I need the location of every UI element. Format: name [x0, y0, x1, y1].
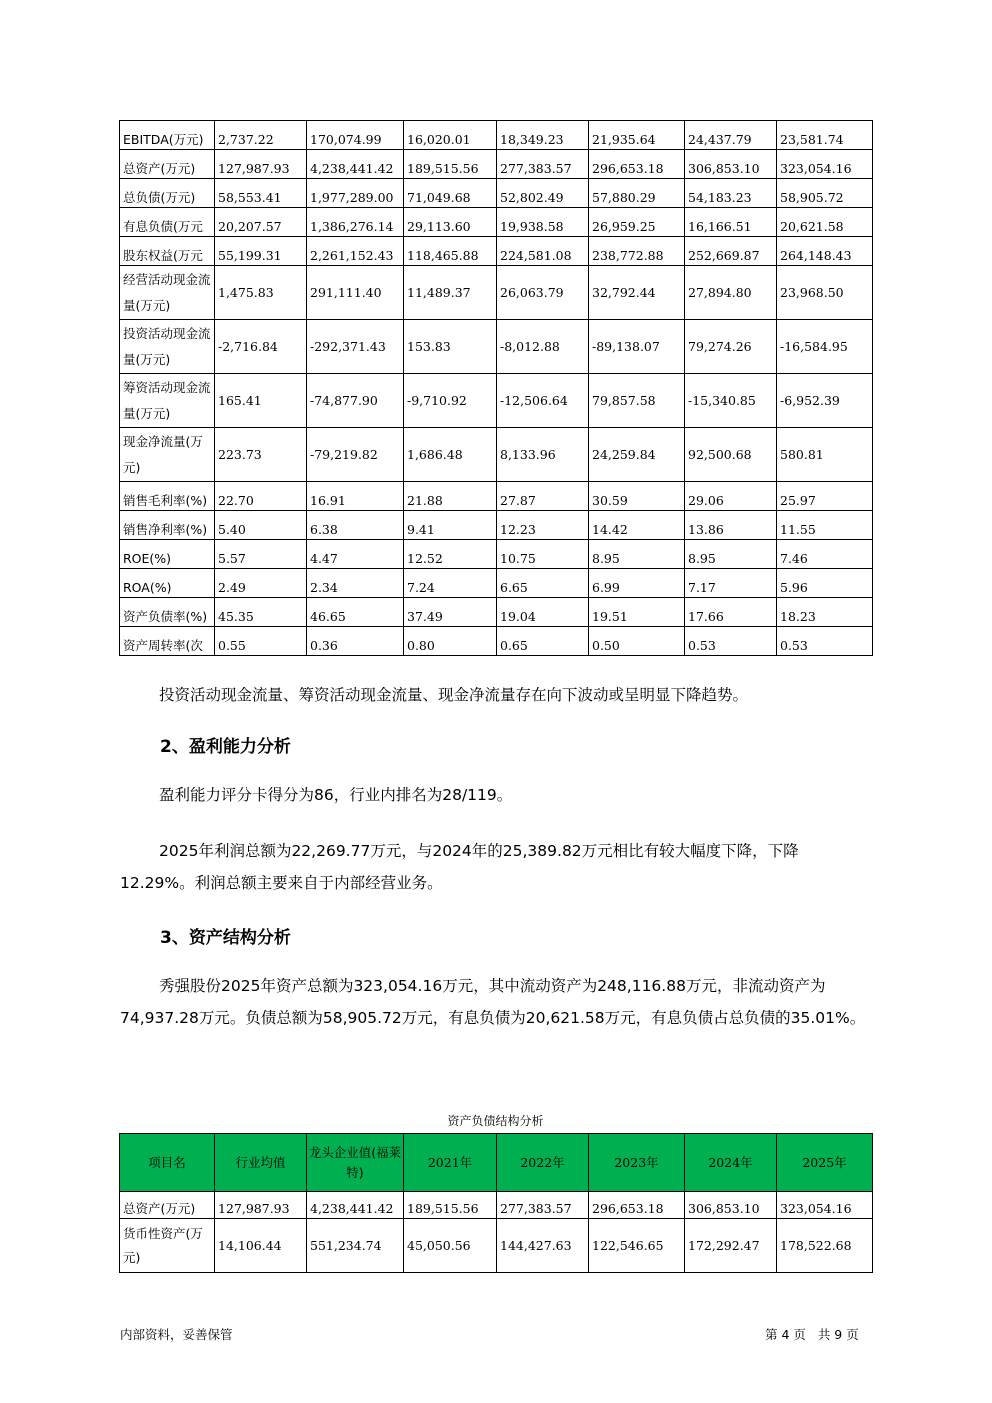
table-cell: 127,987.93: [215, 1192, 307, 1219]
table-cell: 21,935.64: [589, 121, 685, 150]
table-cell: 0.55: [215, 627, 307, 656]
table-cell: 29.06: [685, 482, 777, 511]
balance-sheet-structure-table: [119, 1133, 873, 1273]
table-cell: 20,621.58: [777, 208, 873, 237]
column-header: 项目名: [120, 1134, 215, 1192]
table-row: [120, 569, 873, 598]
table-cell: 4,238,441.42: [307, 150, 404, 179]
table-cell: 6.65: [497, 569, 589, 598]
table-cell: 296,653.18: [589, 1192, 685, 1219]
table-row: [120, 598, 873, 627]
row-label: 总负债(万元): [120, 179, 215, 208]
footer-confidential-note: 内部资料，妥善保管: [120, 1327, 233, 1342]
table-header-row: [120, 1134, 873, 1192]
table-cell: 9.41: [404, 511, 497, 540]
table-cell: 19,938.58: [497, 208, 589, 237]
table-cell: 17.66: [685, 598, 777, 627]
table-cell: -292,371.43: [307, 320, 404, 374]
column-header: 2024年: [685, 1134, 777, 1192]
table-cell: 323,054.16: [777, 1192, 873, 1219]
table-cell: -89,138.07: [589, 320, 685, 374]
table-cell: 1,686.48: [404, 428, 497, 482]
table-row: [120, 540, 873, 569]
column-header: 龙头企业值(福莱特): [307, 1134, 404, 1192]
table-cell: 45.35: [215, 598, 307, 627]
row-label: 货币性资产(万元): [120, 1219, 215, 1273]
row-label: 投资活动现金流量(万元): [120, 320, 215, 374]
table-cell: 27,894.80: [685, 266, 777, 320]
table-cell: 0.65: [497, 627, 589, 656]
asset-structure-heading: 3、资产结构分析: [160, 928, 291, 948]
row-label: ROA(%): [120, 569, 215, 598]
table-cell: 5.96: [777, 569, 873, 598]
table-cell: 16,166.51: [685, 208, 777, 237]
table-cell: 264,148.43: [777, 237, 873, 266]
table-cell: 2,261,152.43: [307, 237, 404, 266]
cashflow-trend-paragraph: 投资活动现金流量、筹资活动现金流量、现金净流量存在向下波动或呈明显下降趋势。: [159, 686, 749, 704]
table-cell: 122,546.65: [589, 1219, 685, 1273]
table-cell: 0.53: [685, 627, 777, 656]
table-cell: 6.99: [589, 569, 685, 598]
table-cell: 0.53: [777, 627, 873, 656]
table-row: [120, 121, 873, 150]
table-row: [120, 482, 873, 511]
table-cell: 57,880.29: [589, 179, 685, 208]
table-cell: 27.87: [497, 482, 589, 511]
table-cell: 26,063.79: [497, 266, 589, 320]
table-cell: 21.88: [404, 482, 497, 511]
row-label: 销售毛利率(%): [120, 482, 215, 511]
table-cell: 0.50: [589, 627, 685, 656]
table-cell: 4.47: [307, 540, 404, 569]
row-label: 现金净流量(万元): [120, 428, 215, 482]
table-row: [120, 208, 873, 237]
table-cell: 551,234.74: [307, 1219, 404, 1273]
table-cell: -6,952.39: [777, 374, 873, 428]
table-cell: 23,581.74: [777, 121, 873, 150]
table-row: [120, 320, 873, 374]
table-row: [120, 374, 873, 428]
table-cell: 23,968.50: [777, 266, 873, 320]
table-cell: 11,489.37: [404, 266, 497, 320]
table-cell: 223.73: [215, 428, 307, 482]
table-cell: 0.36: [307, 627, 404, 656]
table-cell: 54,183.23: [685, 179, 777, 208]
table-cell: 24,259.84: [589, 428, 685, 482]
table-cell: 277,383.57: [497, 150, 589, 179]
column-header: 2021年: [404, 1134, 497, 1192]
table-cell: 238,772.88: [589, 237, 685, 266]
table-cell: 144,427.63: [497, 1219, 589, 1273]
table-cell: 189,515.56: [404, 1192, 497, 1219]
table-row: [120, 1192, 873, 1219]
table-cell: 14,106.44: [215, 1219, 307, 1273]
column-header: 2022年: [497, 1134, 589, 1192]
table-cell: -12,506.64: [497, 374, 589, 428]
table-cell: 92,500.68: [685, 428, 777, 482]
table-cell: 58,553.41: [215, 179, 307, 208]
table-cell: 79,857.58: [589, 374, 685, 428]
table-cell: 306,853.10: [685, 1192, 777, 1219]
table-cell: 11.55: [777, 511, 873, 540]
table-caption: 资产负债结构分析: [447, 1114, 544, 1128]
table-cell: 127,987.93: [215, 150, 307, 179]
table-cell: 1,977,289.00: [307, 179, 404, 208]
table-cell: 7.24: [404, 569, 497, 598]
table-cell: 10.75: [497, 540, 589, 569]
table-cell: 24,437.79: [685, 121, 777, 150]
table-cell: 6.38: [307, 511, 404, 540]
column-header: 2023年: [589, 1134, 685, 1192]
column-header: 行业均值: [215, 1134, 307, 1192]
table-cell: -74,877.90: [307, 374, 404, 428]
table-cell: 37.49: [404, 598, 497, 627]
table-cell: 19.51: [589, 598, 685, 627]
table-cell: 29,113.60: [404, 208, 497, 237]
table-cell: 8,133.96: [497, 428, 589, 482]
table-cell: -15,340.85: [685, 374, 777, 428]
row-label: 资产负债率(%): [120, 598, 215, 627]
table-cell: 2.34: [307, 569, 404, 598]
table-cell: 165.41: [215, 374, 307, 428]
table-row: [120, 627, 873, 656]
table-cell: 18,349.23: [497, 121, 589, 150]
table-cell: 1,475.83: [215, 266, 307, 320]
table-cell: 252,669.87: [685, 237, 777, 266]
table-cell: -79,219.82: [307, 428, 404, 482]
table-cell: 13.86: [685, 511, 777, 540]
table-row: [120, 1219, 873, 1273]
table-cell: 170,074.99: [307, 121, 404, 150]
column-header: 2025年: [777, 1134, 873, 1192]
row-label: ROE(%): [120, 540, 215, 569]
table-cell: -9,710.92: [404, 374, 497, 428]
table-cell: 0.80: [404, 627, 497, 656]
table-cell: 32,792.44: [589, 266, 685, 320]
table-row: [120, 150, 873, 179]
table-cell: 12.23: [497, 511, 589, 540]
table-cell: -16,584.95: [777, 320, 873, 374]
table-cell: 323,054.16: [777, 150, 873, 179]
table-cell: 16.91: [307, 482, 404, 511]
table-cell: 16,020.01: [404, 121, 497, 150]
row-label: 资产周转率(次: [120, 627, 215, 656]
table-cell: 2.49: [215, 569, 307, 598]
profitability-score-paragraph: 盈利能力评分卡得分为86，行业内排名为28/119。: [159, 786, 513, 804]
table-row: [120, 266, 873, 320]
table-row: [120, 237, 873, 266]
table-cell: 19.04: [497, 598, 589, 627]
table-cell: -2,716.84: [215, 320, 307, 374]
profitability-heading: 2、盈利能力分析: [160, 737, 291, 757]
table-cell: 58,905.72: [777, 179, 873, 208]
table-cell: 52,802.49: [497, 179, 589, 208]
table-cell: 14.42: [589, 511, 685, 540]
footer-page-number: 第 4 页 共 9 页: [765, 1327, 859, 1342]
table-cell: 277,383.57: [497, 1192, 589, 1219]
row-label: 有息负债(万元: [120, 208, 215, 237]
table-cell: -8,012.88: [497, 320, 589, 374]
table-cell: 79,274.26: [685, 320, 777, 374]
table-cell: 224,581.08: [497, 237, 589, 266]
table-cell: 7.17: [685, 569, 777, 598]
total-profit-paragraph: 2025年利润总额为22,269.77万元，与2024年的25,389.82万元相比有较大幅度下降，下降12.29%。利润总额主要来自于内部经营业务。: [120, 842, 799, 892]
row-label: 经营活动现金流量(万元): [120, 266, 215, 320]
table-cell: 189,515.56: [404, 150, 497, 179]
table-row: [120, 511, 873, 540]
table-cell: 306,853.10: [685, 150, 777, 179]
table-cell: 291,111.40: [307, 266, 404, 320]
row-label: 总资产(万元): [120, 150, 215, 179]
row-label: 股东权益(万元: [120, 237, 215, 266]
table-cell: 22.70: [215, 482, 307, 511]
row-label: 总资产(万元): [120, 1192, 215, 1219]
table-cell: 26,959.25: [589, 208, 685, 237]
row-label: 销售净利率(%): [120, 511, 215, 540]
financial-metrics-table: [119, 120, 873, 656]
asset-structure-paragraph: 秀强股份2025年资产总额为323,054.16万元，其中流动资产为248,116.88万元，非流动资产为74,937.28万元。负债总额为58,905.72万元，有息负债为20,621.58万元，有息负债占总负债的35.01%。: [120, 977, 866, 1027]
table-cell: 580.81: [777, 428, 873, 482]
table-cell: 46.65: [307, 598, 404, 627]
row-label: EBITDA(万元): [120, 121, 215, 150]
table-cell: 5.40: [215, 511, 307, 540]
table-cell: 296,653.18: [589, 150, 685, 179]
table-cell: 4,238,441.42: [307, 1192, 404, 1219]
table-cell: 1,386,276.14: [307, 208, 404, 237]
table-cell: 18.23: [777, 598, 873, 627]
table-cell: 45,050.56: [404, 1219, 497, 1273]
table-cell: 2,737.22: [215, 121, 307, 150]
table-cell: 25.97: [777, 482, 873, 511]
table-cell: 12.52: [404, 540, 497, 569]
table-cell: 118,465.88: [404, 237, 497, 266]
table-cell: 8.95: [589, 540, 685, 569]
table-row: [120, 179, 873, 208]
table-cell: 5.57: [215, 540, 307, 569]
table-cell: 7.46: [777, 540, 873, 569]
table-cell: 20,207.57: [215, 208, 307, 237]
table-cell: 71,049.68: [404, 179, 497, 208]
table-cell: 153.83: [404, 320, 497, 374]
table-row: [120, 428, 873, 482]
table-cell: 30.59: [589, 482, 685, 511]
table-cell: 55,199.31: [215, 237, 307, 266]
table-cell: 172,292.47: [685, 1219, 777, 1273]
table-cell: 178,522.68: [777, 1219, 873, 1273]
table-cell: 8.95: [685, 540, 777, 569]
row-label: 筹资活动现金流量(万元): [120, 374, 215, 428]
